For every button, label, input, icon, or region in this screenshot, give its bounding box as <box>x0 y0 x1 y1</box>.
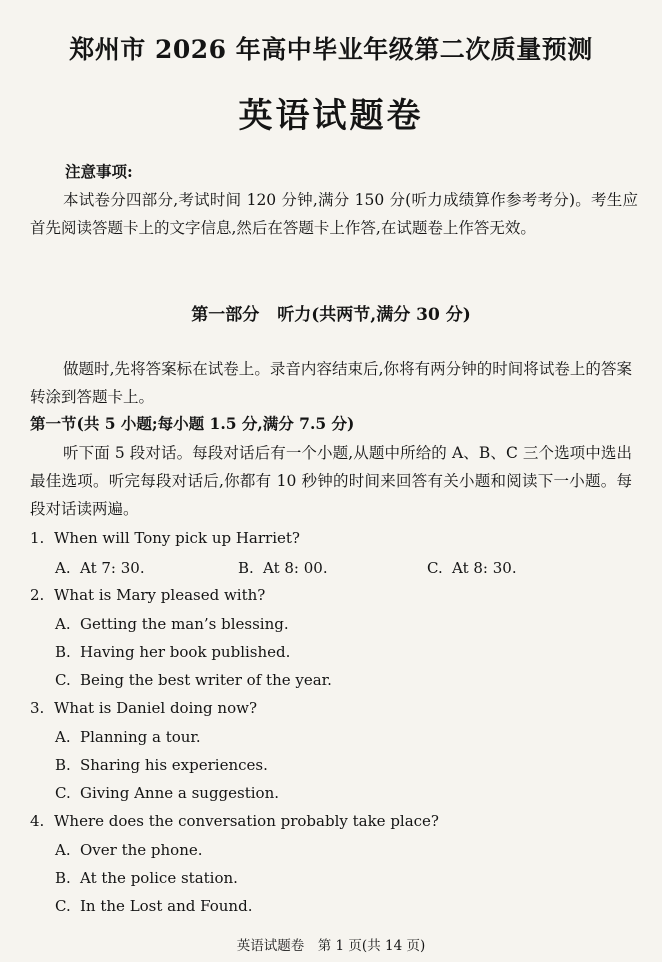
section-heading: 第一节(共 5 小题;每小题 1.5 分,满分 7.5 分) <box>30 414 355 433</box>
option-text: Having her book published. <box>80 643 291 661</box>
question-1-option-b <box>238 559 328 577</box>
question-text: When will Tony pick up Harriet? <box>54 529 300 547</box>
question-4-option-c <box>55 897 252 915</box>
question-1 <box>30 529 300 547</box>
question-4-option-b <box>55 869 238 887</box>
option-letter: B. <box>238 559 254 577</box>
question-text: What is Daniel doing now? <box>54 699 257 717</box>
question-2-option-c <box>55 671 332 689</box>
option-letter: C. <box>55 784 71 802</box>
option-letter: A. <box>55 615 71 633</box>
question-number: 2. <box>30 586 45 604</box>
question-4-option-a <box>55 841 203 859</box>
option-text: Planning a tour. <box>80 728 201 746</box>
page-footer: 英语试题卷 第 1 页(共 14 页) <box>236 938 426 954</box>
option-letter: A. <box>55 841 71 859</box>
option-text: In the Lost and Found. <box>80 897 253 915</box>
option-text: At 7: 30. <box>80 559 145 577</box>
part-heading-title: 听力(共两节,满分 30 分) <box>277 305 471 325</box>
question-1-option-a <box>55 559 145 577</box>
option-text: At 8: 00. <box>263 559 328 577</box>
notice-heading: 注意事项: <box>65 162 133 181</box>
question-text: Where does the conversation probably take place? <box>54 812 439 830</box>
exam-title: 郑州市 2026 年高中毕业年级第二次质量预测 <box>69 35 593 64</box>
question-1-option-c <box>427 559 517 577</box>
option-text: At 8: 30. <box>452 559 517 577</box>
question-number: 1. <box>30 529 45 547</box>
option-text: Sharing his experiences. <box>80 756 268 774</box>
option-text: Getting the man’s blessing. <box>80 615 289 633</box>
option-text: Giving Anne a suggestion. <box>80 784 280 802</box>
exam-subtitle: 英语试题卷 <box>238 96 424 136</box>
part-heading-number: 第一部分 <box>191 305 260 325</box>
part-heading <box>0 300 662 325</box>
option-letter: A. <box>55 728 71 746</box>
question-3-option-c <box>55 784 279 802</box>
option-text: At the police station. <box>80 869 238 887</box>
option-letter: C. <box>55 671 71 689</box>
question-2-option-b <box>55 643 290 661</box>
option-letter: B. <box>55 756 71 774</box>
option-text: Being the best writer of the year. <box>80 671 332 689</box>
question-3-option-b <box>55 756 268 774</box>
question-number: 4. <box>30 812 45 830</box>
option-letter: B. <box>55 643 71 661</box>
option-letter: B. <box>55 869 71 887</box>
question-2 <box>30 586 265 604</box>
option-letter: A. <box>55 559 71 577</box>
option-letter: C. <box>427 559 443 577</box>
part-intro: 做题时,先将答案标在试卷上。录音内容结束后,你将有两分钟的时间将试卷上的答案转涂到答题卡上。 <box>30 360 632 406</box>
section-instructions: 听下面 5 段对话。每段对话后有一个小题,从题中所给的 A、B、C 三个选项中选出最佳选项。听完每段对话后,你都有 10 秒钟的时间来回答有关小题和阅读下一小题。每段对话读两遍。 <box>30 444 632 518</box>
question-3 <box>30 699 257 717</box>
question-4 <box>30 812 439 830</box>
question-number: 3. <box>30 699 45 717</box>
question-3-option-a <box>55 728 201 746</box>
option-letter: C. <box>55 897 71 915</box>
question-2-option-a <box>55 615 289 633</box>
notice-body: 本试卷分四部分,考试时间 120 分钟,满分 150 分(听力成绩算作参考考分)。考生应首先阅读答题卡上的文字信息,然后在答题卡上作答,在试题卷上作答无效。 <box>30 191 638 237</box>
question-text: What is Mary pleased with? <box>54 586 266 604</box>
option-text: Over the phone. <box>80 841 203 859</box>
